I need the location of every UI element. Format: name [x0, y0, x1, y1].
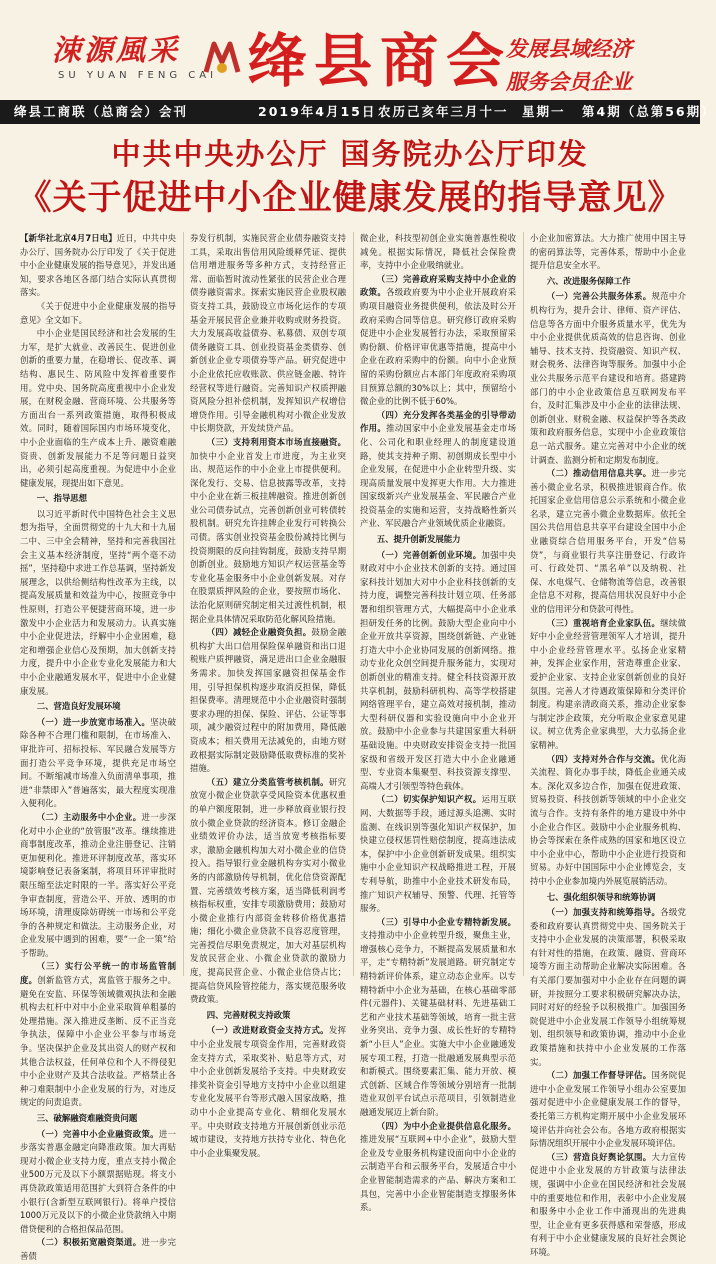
section-heading: 五、提升创新发展能力	[376, 534, 461, 545]
article-column-1	[20, 232, 177, 1261]
lunar-date: 农历己亥年三月十一	[378, 104, 509, 119]
subheading: （一）完善公共服务体系。	[546, 291, 652, 302]
column-rule	[183, 232, 184, 976]
paragraph-text: 推动国家中小企业发展基金走市场化、公司化和职业经理人的制度建设道路，使其支持种子期、初创期成长型中小企业发展，在促进中小企业转型升级、实现高质量发展中发挥更大作用。大力推进国家级新兴产业发展基金、军民融合产业投资基金的实施和运营，支持战略性新兴产业、军民融合产业领域优质企业融资。	[360, 423, 517, 529]
subheading: （三）支持利用资本市场直接融资。	[206, 436, 346, 447]
body-paragraph	[530, 290, 686, 467]
paragraph-text: 国务院促进中小企业发展工作领导小组办公室要加强对促进中小企业健康发展工作的督导，委托第三方机构定期开展中小企业发展环境评估并向社会公布。各地方政府根据实际情况组织开展中小企业发展环境评估。	[530, 1070, 687, 1149]
masthead	[0, 0, 700, 98]
brand-left-pinyin: SU YUAN FENG CAI	[58, 70, 218, 81]
subheading: （二）加强工作督导评估。	[546, 1070, 652, 1081]
slogan-line-1: 发展县域经济	[506, 36, 632, 61]
paragraph-text: 坚决破除各种不合理门槛和限制，在市场准入、审批许可、招标投标、军民融合发展等方面打造公平竞争环境，提供充足市场空间。不断缩减市场准入负面清单事项，推进“非禁即入”普遍落实，最大程度实现准入便利化。	[20, 716, 177, 809]
body-paragraph	[20, 508, 176, 698]
paragraph-text: 规范中介机构行为，提升会计、律师、资产评估、信息等各方面中介服务质量水平，优先为中小企业提供优质高效的信息咨询、创业辅导、技术支持、投资融资、知识产权、财会税务、法律咨询等服务。加强中小企业公共服务示范平台建设和培育。搭建跨部门的中小企业政策信息互联网发布平台，及时汇集涉及中小企业的法律法规、创新创业、财税金融、权益保护等各类政策和政府服务信息，实现中小企业政策信息一站式服务。建立完善对中小企业的统计调查、监测分析和定期发布制度。	[530, 291, 687, 465]
paragraph-text: 各级党委和政府要认真贯彻党中央、国务院关于支持中小企业发展的决策部署，积极采取有针对性的措施，在政策、融资、营商环境等方面主动帮助企业解决实际困难。各有关部门要加强对中小企业存在问题的调研，并按照分工要求积极研究解决办法，同时对好的经验予以积极推广。加强国务院促进中小企业发展工作领导小组统筹规划、组织领导和政策协调，推动中小企业政策措施和扶持中小企业发展的工作落实。	[530, 907, 687, 1067]
news-dateline: 【新华社北京4月7日电】	[20, 233, 117, 243]
paragraph-text: 进一步完善小微企业名录，积极推进银商合作。依托国家企业信用信息公示系统和小微企业名录，建立完善小微企业数据库。依托全国公共信用信息共享平台建设全国中小企业融资综合信用服务平台，开发“信易贷”，与商业银行共享注册登记、行政许可、行政处罚、“黑名单”以及纳税、社保、水电煤气、仓储物流等信息，改善银企信息不对称，提高信用状况良好中小企业的信用评分和贷款可得性。	[530, 468, 687, 615]
article-column-2	[190, 232, 347, 1158]
body-paragraph	[530, 753, 686, 889]
issue-date: 2019年4月15日	[258, 104, 377, 119]
subheading: （一）加强支持和统筹指导。	[546, 907, 661, 918]
chamber-logo-icon	[202, 38, 242, 78]
publisher: 绛县工商联（总商会）会刊	[14, 104, 189, 119]
body-paragraph	[190, 436, 346, 626]
subheading: （一）改进财政资金支持方式。	[206, 1025, 329, 1036]
paragraph-text: 小企业加密算法。大力推广使用中国主导的密码算法等，完善体系，帮助中小企业提升信息安全水平。	[530, 233, 686, 271]
paragraph-text: 推进发展“互联网+中小企业”，鼓励大型企业及专业服务机构建设面向中小企业的云制造平台和云服务平台，发展适合中小企业智能制造需求的产品、解决方案和工具包，完善中小企业智能制造支撑服务体系。	[360, 1134, 516, 1213]
paragraph-text: 优化海关流程、简化办事手续，降低企业通关成本。深化双多边合作，加强在促进政策、贸易投资、科技创新等领域的中小企业交流与合作。支持有条件的地方建设中外中小企业合作区。鼓励中小企业服务机构、协会等探索在条件成熟的国家和地区设立中小企业中心，帮助中小企业进行投资和贸易。办好中国国际中小企业博览会，支持中小企业参加境内外展览展销活动。	[530, 753, 687, 886]
dateline-bar	[0, 100, 716, 124]
body-paragraph	[530, 1069, 686, 1151]
body-paragraph	[190, 1024, 346, 1160]
paragraph-text: 鼓励金融机构扩大出口信用保险保单融资和出口退税账户质押融资，满足进出口企业金融服务需求。加快发挥国家融资担保基金作用，引导担保机构逐步取消反担保，降低担保费率。清理规范中小企业融资时强制要求办理的担保、保险、评估、公证等事项，减少融资过程中的附加费用，降低融资成本；相关费用无法减免的，由地方财政根据实际制定鼓励降低取费标准的奖补措施。	[190, 627, 347, 774]
subheading: （一）完善中小企业融资政策。	[36, 1128, 159, 1139]
subheading: （四）减轻企业融资负担。	[206, 627, 312, 638]
paragraph-text: 加快中小企业首发上市进度，为主业突出、规范运作的中小企业上市提供便利。深化发行、交易、信息披露等改革，支持中小企业在新三板挂牌融资。推进创新创业公司债券试点，完善创新创业可转债转股机制。研究允许挂牌企业发行可转换公司债。落实创业投资基金股份减持比例与投资期限的反向挂钩制度，鼓励支持早期创新创业。鼓励地方知识产权运营基金等专业化基金服务中小企业创新发展。对存在股票质押风险的企业，要按照市场化、法治化原则研究制定相关过渡性机制，根据企业具体情况采取防范化解风险措施。	[190, 450, 346, 624]
body-paragraph	[190, 776, 346, 1007]
paragraph-text: 进一步落实普惠金融定向降准政策。加大再贴现对小微企业支持力度，重点支持小微企业500万元及以下小额票据贴现。将支小再贷款政策适用范围扩大到符合条件的中小银行(含新型互联网银行)。将单户授信1000万元及以下的小微企业贷款纳入中期借贷便利的合格担保品范围。	[20, 1128, 177, 1234]
body-paragraph	[360, 1120, 516, 1215]
headline-line-2: 《关于促进中小企业健康发展的指导意见》	[17, 178, 683, 218]
body-paragraph	[20, 1128, 176, 1237]
body-paragraph	[360, 793, 516, 915]
body-paragraph	[190, 626, 346, 776]
body-paragraph	[360, 409, 516, 531]
paragraph-text: 各级政府要为中小企业开展政府采购项目融资业务提供便利，依法及时公开政府采购合同等信息。研究修订政府采购促进中小企业发展暂行办法，采取预留采购份额、价格评审优惠等措施，提高中小企业在政府采购中的份额。向中小企业预留的采购份额应占本部门年度政府采购项目预算总额的30%以上；其中，预留给小微企业的比例不低于60%。	[360, 287, 517, 407]
paragraph-text: 进一步深化对中小企业的“放管服”改革。继续推进商事制度改革，推动企业注册登记、注销更加便利化。推进环评制度改革，落实环境影响登记表备案制，将项目环评审批时限压缩至法定时限的一半。落实好公平竞争审查制度，营造公平、开放、透明的市场环境，清理废除妨碍统一市场和公平竞争的各种规定和做法。主动服务企业，对企业发展中遇到的困难，要“一企一策”给予帮助。	[20, 811, 177, 958]
body-paragraph	[20, 960, 176, 1110]
subheading: （二）推动信用信息共享。	[546, 468, 652, 479]
body-paragraph	[20, 716, 176, 811]
article-column-3	[360, 232, 517, 1213]
column-rule	[353, 232, 354, 976]
weekday: 星期一	[522, 104, 566, 119]
body-paragraph	[20, 811, 176, 961]
paragraph-text: 发挥中小企业发展专项资金作用，完善财政资金支持方式，采取奖补、贴息等方式，对中小企业创新发展给予支持。中央财政安排奖补资金引导地方支持中小企业以组建专业化发展平台等形式融入国家战略，推动中小企业提高专业化、精细化发展水平。中央财政支持地方开展创新创业示范城市建设，支持地方扶持专业化、特色化中小企业集聚发展。	[190, 1025, 347, 1158]
subheading: （三）营造良好舆论氛围。	[546, 1151, 652, 1162]
subheading: （四）充分发挥各类基金的引导带动作用。	[360, 409, 516, 434]
body-paragraph	[530, 617, 686, 753]
subheading: （二）切实保护知识产权。	[376, 794, 482, 805]
paragraph-text: 研究放宽小微企业贷款享受风险资本优惠权重的单户额度限制，进一步释放商业银行投放小微企业贷款的经济资本。修订金融企业绩效评价办法，适当放宽考核指标要求，激励金融机构加大对小微企业的信贷投入。指导银行业金融机构夯实对小微业务的内部激励传导机制，优化信贷资源配置、完善绩效考核方案，适当降低利润考核指标权重，安排专项激励费用；鼓励对小微企业推行内部资金转移价格优惠措施；细化小微企业贷款不良容忍度管理，完善授信尽职免责规定，加大对基层机构发放民营企业、小微企业贷款的激励力度，提高民营企业、小微企业信贷占比；提高信贷风险管控能力，落实规范服务收费政策。	[190, 776, 347, 1005]
article-body	[20, 232, 688, 1261]
slogan	[506, 32, 686, 98]
paper-name: 绛县商会	[248, 27, 513, 95]
body-paragraph	[360, 916, 516, 1120]
subheading: （五）建立分类监管考核机制。	[206, 776, 329, 787]
body-paragraph	[530, 232, 686, 273]
body-paragraph	[530, 1151, 686, 1260]
subheading: （三）重视培育企业家队伍。	[546, 617, 661, 628]
paragraph-text: 《关于促进中小企业健康发展的指导意见》全文如下。	[20, 300, 176, 325]
paragraph-text: 券发行机制，实施民营企业债券融资支持工具，采取出售信用风险缓释凭证、提供信用增进服务等多种方式，支持经营正常、面临暂时流动性紧张的民营企业合理债券融资需求。探索实施民营企业股权融资支持工具，鼓励设立市场化运作的专项基金开展民营企业兼并收购或财务投资。大力发展高收益债券、私募债、双创专项债务融资工具、创业投资基金类债券、创新创业企业专项债券等产品。研究促进中小企业依托应收账款、供应链金融、特许经营权等进行融资。完善知识产权质押融资风险分担补偿机制，发挥知识产权增信增贷作用。引导金融机构对小微企业发放中长期贷款，开发续贷产品。	[190, 233, 346, 434]
body-paragraph	[190, 232, 346, 436]
body-paragraph	[530, 467, 686, 617]
slogan-line-2: 服务会员企业	[506, 69, 632, 94]
brand-left: 涑源風采	[52, 33, 181, 67]
section-heading: 三、破解融资难融资贵问题	[36, 1113, 138, 1123]
subheading: （四）支持对外合作与交流。	[546, 753, 661, 764]
paragraph-text: 中小企业是国民经济和社会发展的生力军，是扩大就业、改善民生、促进创业创新的重要力量，在稳增长、促改革、调结构、惠民生、防风险中发挥着重要作用。党中央、国务院高度重视中小企业发展，在财税金融、营商环境、公共服务等方面出台一系列政策措施，取得积极成效。同时，随着国际国内市场环境变化，中小企业面临的生产成本上升、融资难融资贵、创新发展能力不足等问题日益突出，必须引起高度重视。为促进中小企业健康发展，现提出如下意见。	[20, 328, 176, 488]
article-column-4	[530, 232, 687, 1257]
paragraph-text: 加强中央财政对中小企业技术创新的支持。通过国家科技计划加大对中小企业科技创新的支持力度，调整完善科技计划立项、任务部署和组织管理方式，大幅提高中小企业承担研发任务的比例。鼓励大型企业向中小企业开放共享资源，围绕创新链、产业链打造大中小企业协同发展的创新网络。推动专业化众创空间提升服务能力，实现对创新创业的精准支持。健全科技资源开放共享机制，鼓励科研机构、高等学校搭建网络管理平台，建立高效对接机制，推动大型科研仪器和实验设施向中小企业开放。鼓励中小企业参与共建国家重大科研基础设施。中央财政安排资金支持一批国家级和省级开发区打造大中小企业融通型、专业资本集聚型、科技资源支撑型、高端人才引领型等特色载体。	[360, 549, 517, 791]
column-rule	[523, 232, 524, 976]
subheading: （三）完善政府采购支持中小企业的政策。	[360, 273, 516, 298]
subheading: （一）完善创新创业环境。	[376, 549, 482, 560]
body-paragraph	[360, 549, 516, 794]
issue-number: 第4期（总第56期）	[582, 104, 716, 119]
subheading: （二）主动服务中小企业。	[36, 811, 142, 822]
subheading: （四）为中小企业提供信息化服务。	[376, 1120, 516, 1131]
body-paragraph	[20, 327, 176, 490]
paragraph-text: 大力宣传促进中小企业发展的方针政策与法律法规，强调中小企业在国民经济和社会发展中的重要地位和作用，表彰中小企业发展和服务中小企业工作中涌现出的先进典型，让企业有更多获得感和荣誉感，形成有利于中小企业健康发展的良好社会舆论环境。	[530, 1151, 687, 1257]
body-paragraph	[530, 906, 686, 1069]
paragraph-text: 继续做好中小企业经营管理领军人才培训，提升中小企业经营管理水平。弘扬企业家精神，发挥企业家作用，营造尊重企业家、爱护企业家、支持企业家创新创业的良好氛围。完善人才待遇政策保障和分类评价制度。构建亲清政商关系，推动企业家参与制定涉企政策，充分听取企业家意见建议。树立优秀企业家典型，大力弘扬企业家精神。	[530, 617, 687, 750]
paragraph-text: 进一步完善债	[20, 1237, 177, 1261]
section-heading: 六、改进服务保障工作	[546, 275, 631, 286]
section-heading: 四、完善财税支持政策	[206, 1009, 291, 1020]
paragraph-text: 运用互联网、大数据等手段，通过源头追溯、实时监测、在线识别等强化知识产权保护，加快建立侵权惩罚性赔偿制度，提高违法成本，保护中小企业创新研发成果。组织实施中小企业知识产权战略推进工程，开展专利导航，助推中小企业技术研发布局，推广知识产权辅导、预警、代理、托管等服务。	[360, 794, 517, 914]
subheading: （一）进一步放宽市场准入。	[36, 716, 151, 727]
paragraph-text: 以习近平新时代中国特色社会主义思想为指导，全面贯彻党的十九大和十九届二中、三中全会精神，坚持和完善我国社会主义基本经济制度，坚持“两个毫不动摇”，坚持稳中求进工作总基调，坚持新发展理念，以供给侧结构性改革为主线，以提高发展质量和效益为中心，按照竞争中性原则，打造公平便捷营商环境，进一步激发中小企业活力和发展动力。认真实施中小企业促进法，纾解中小企业困难，稳定和增强企业信心及预期，加大创新支持力度，提升中小企业专业化发展能力和大中小企业融通发展水平，促进中小企业健康发展。	[20, 508, 176, 696]
body-paragraph	[20, 300, 176, 327]
subheading: （二）积极拓宽融资渠道。	[36, 1237, 142, 1248]
paragraph-text: 创新监管方式，寓监管于服务之中。避免在安监、环保等领域微观执法和金融机构去杠杆中对中小企业采取简单粗暴的处理措施。深入推进反垄断、反不正当竞争执法，保障中小企业公平参与市场竞争。坚决保护企业及其出资人的财产权和其他合法权益，任何单位和个人不得侵犯中小企业财产及其合法收益。严格禁止各种刁难限制中小企业发展的行为，对违反规定的问责追责。	[20, 975, 177, 1108]
lead-paragraph	[20, 232, 176, 300]
paragraph-text: 支持推动中小企业转型升级，聚焦主业，增强核心竞争力，不断提高发展质量和水平，走“专精特新”发展道路。研究制定专精特新评价体系，建立动态企业库。以专精特新中小企业为基础，在核心基础零部件(元器件)、关键基础材料、先进基础工艺和产业技术基础等领域，培育一批主营业务突出、竞争力强、成长性好的专精特新“小巨人”企业。实施大中小企业融通发展专项工程，打造一批融通发展典型示范和新模式。围绕要素汇集、能力开放、模式创新、区域合作等领域分别培育一批制造业双创平台试点示范项目，引领制造业融通发展迈上新台阶。	[360, 930, 516, 1117]
section-heading: 七、强化组织领导和统筹协调	[546, 891, 656, 902]
paragraph-text: 近日，中共中央办公厅、国务院办公厅印发了《关于促进中小企业健康发展的指导意见》，并发出通知，要求各地区各部门结合实际认真贯彻落实。	[20, 233, 176, 298]
headline-line-1: 中共中央办公厅 国务院办公厅印发	[111, 137, 589, 171]
paragraph-text: 微企业，科技型初创企业实施普惠性税收减免。根据实际情况，降低社会保险费率，支持中小企业吸纳就业。	[360, 233, 516, 271]
section-heading: 一、指导思想	[36, 493, 88, 504]
body-paragraph	[360, 232, 516, 273]
section-heading: 二、营造良好发展环境	[36, 701, 121, 712]
body-paragraph	[20, 1236, 176, 1263]
subheading: （三）实行公平统一的市场监管制度。	[20, 961, 176, 986]
subheading: （三）引导中小企业专精特新发展。	[376, 916, 516, 927]
body-paragraph	[360, 273, 516, 409]
